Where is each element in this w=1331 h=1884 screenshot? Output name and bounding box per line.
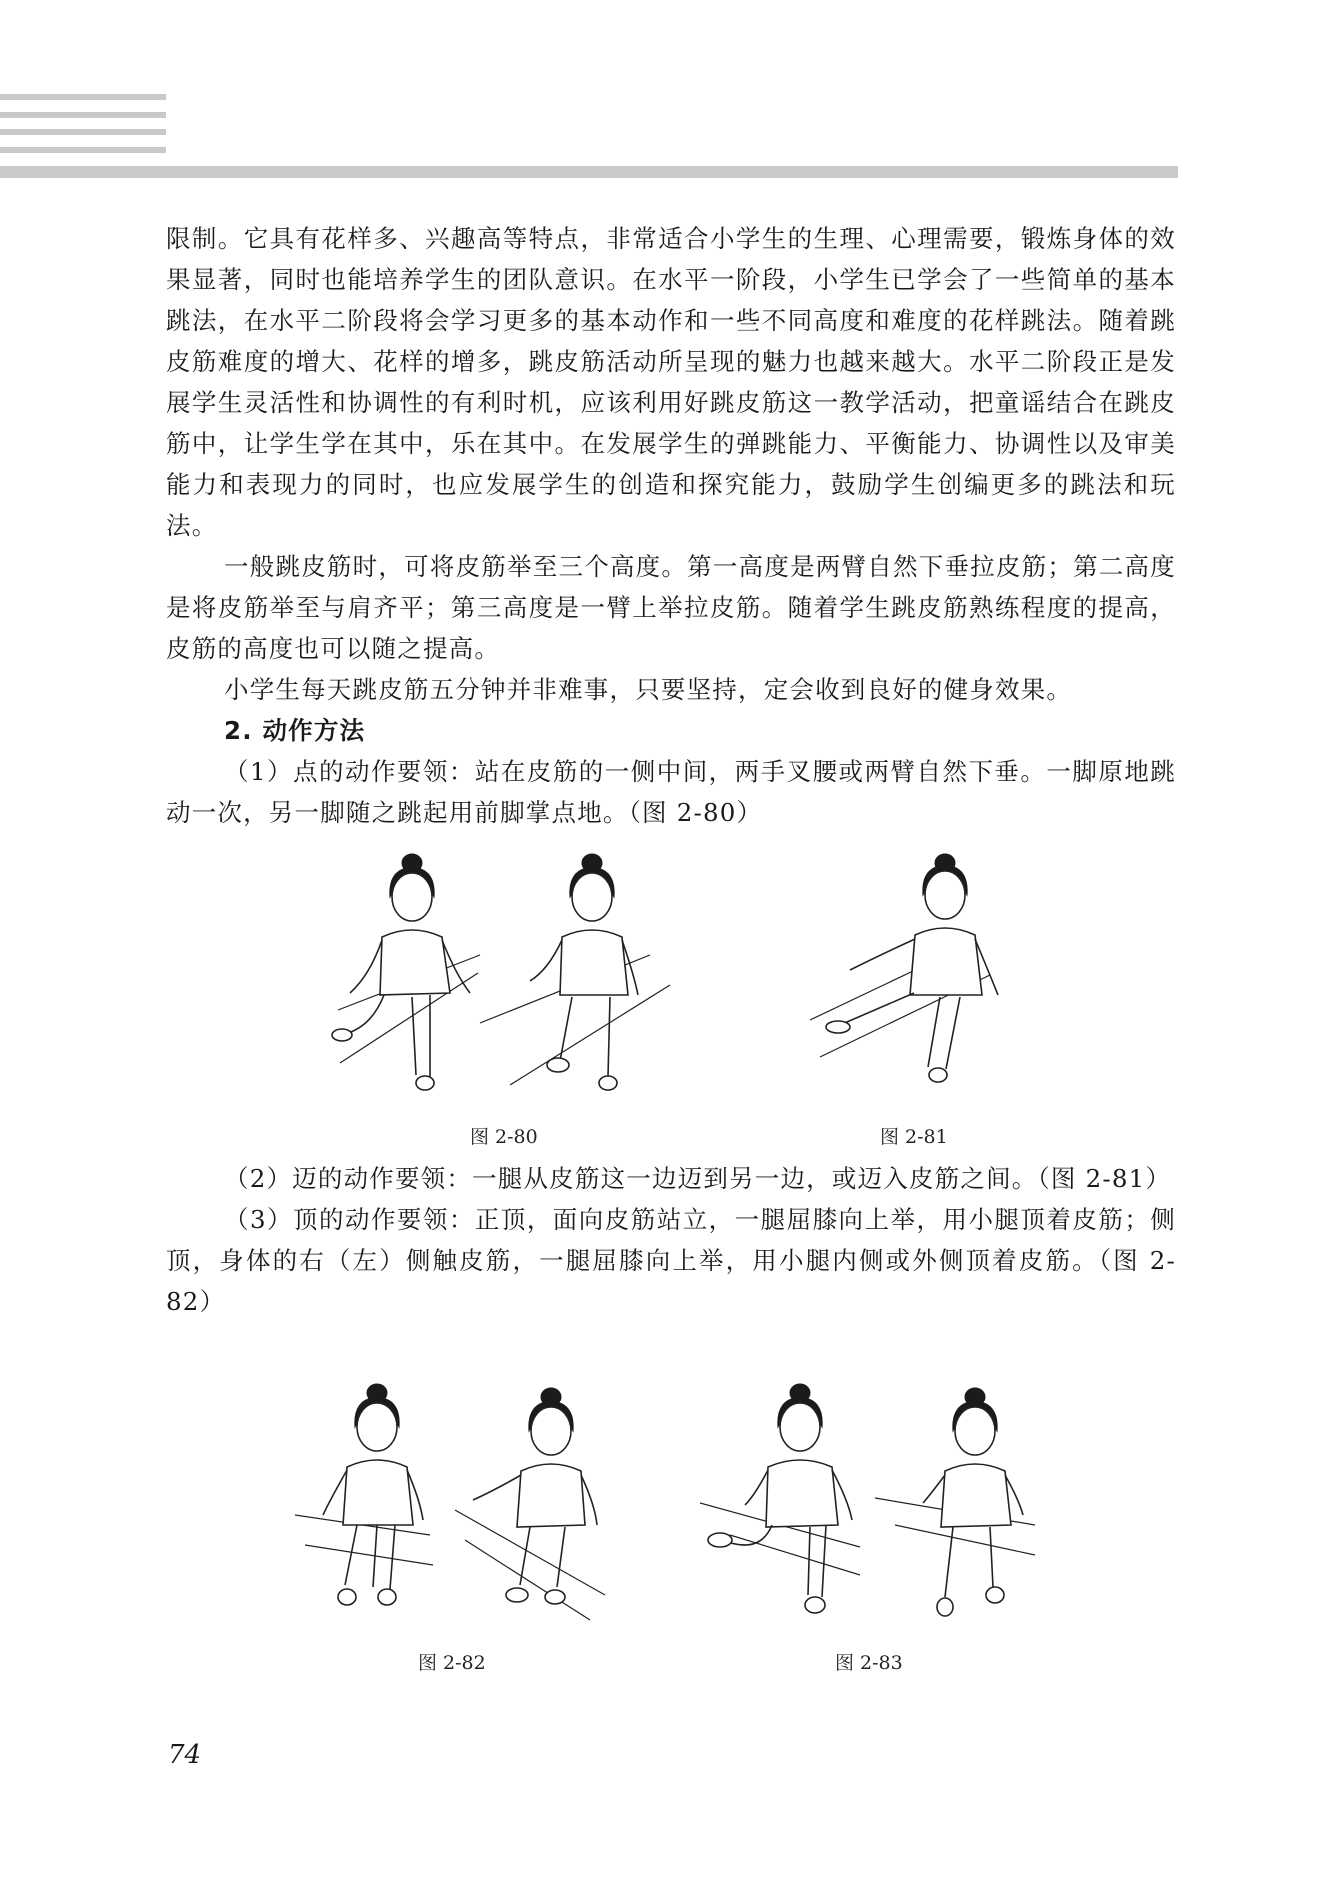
- figure-2-83-girl-left: [700, 1384, 860, 1613]
- figure-2-80: [330, 845, 700, 1105]
- figure-2-80-girl-left: [332, 854, 480, 1090]
- figure-2-83-girl-right: [875, 1388, 1035, 1616]
- caption-fig-2-83: 图 2-83: [835, 1652, 903, 1674]
- step-1-text: （1）点的动作要领：站在皮筋的一侧中间，两手叉腰或两臂自然下垂。一脚原地跳动一次，另一脚随之跳起用前脚掌点地。（图 2-80）: [166, 757, 1176, 827]
- step-2-text: （2）迈的动作要领：一腿从皮筋这一边迈到另一边，或迈入皮筋之间。（图 2-81）: [224, 1164, 1172, 1193]
- figure-2-80-girl-right: [480, 854, 670, 1090]
- caption-fig-2-82: 图 2-82: [418, 1652, 486, 1674]
- figure-2-81: [810, 845, 1030, 1095]
- paragraph-daily: 小学生每天跳皮筋五分钟并非难事，只要坚持，定会收到良好的健身效果。: [224, 675, 1073, 704]
- caption-fig-2-80: 图 2-80: [470, 1126, 538, 1148]
- paragraph-heights: 一般跳皮筋时，可将皮筋举至三个高度。第一高度是两臂自然下垂拉皮筋；第二高度是将皮筋举至与肩齐平；第三高度是一臂上举拉皮筋。随着学生跳皮筋熟练程度的提高，皮筋的高度也可以随之提高。: [166, 552, 1176, 663]
- figure-2-82-girl-left: [295, 1384, 433, 1605]
- figure-2-82: [295, 1375, 615, 1625]
- caption-fig-2-81: 图 2-81: [880, 1126, 948, 1148]
- figure-2-83: [700, 1375, 1040, 1625]
- intro-text: [166, 218, 1176, 833]
- section-heading: 2. 动作方法: [224, 716, 366, 745]
- middle-text: [166, 1158, 1176, 1322]
- paragraph-intro: 限制。它具有花样多、兴趣高等特点，非常适合小学生的生理、心理需要，锻炼身体的效果显著，同时也能培养学生的团队意识。在水平一阶段，小学生已学会了一些简单的基本跳法，在水平二阶段将会学习更多的基本动作和一些不同高度和难度的花样跳法。随着跳皮筋难度的增大、花样的增多，跳皮筋活动所呈现的魅力也越来越大。水平二阶段正是发展学生灵活性和协调性的有利时机，应该利用好跳皮筋这一教学活动，把童谣结合在跳皮筋中，让学生学在其中，乐在其中。在发展学生的弹跳能力、平衡能力、协调性以及审美能力和表现力的同时，也应发展学生的创造和探究能力，鼓励学生创编更多的跳法和玩法。: [166, 224, 1176, 540]
- page-number: 74: [168, 1740, 202, 1770]
- figure-2-82-girl-right: [455, 1388, 605, 1620]
- step-3-text: （3）顶的动作要领：正顶，面向皮筋站立，一腿屈膝向上举，用小腿顶着皮筋；侧顶，身体的右（左）侧触皮筋，一腿屈膝向上举，用小腿内侧或外侧顶着皮筋。（图 2-82）: [166, 1205, 1176, 1316]
